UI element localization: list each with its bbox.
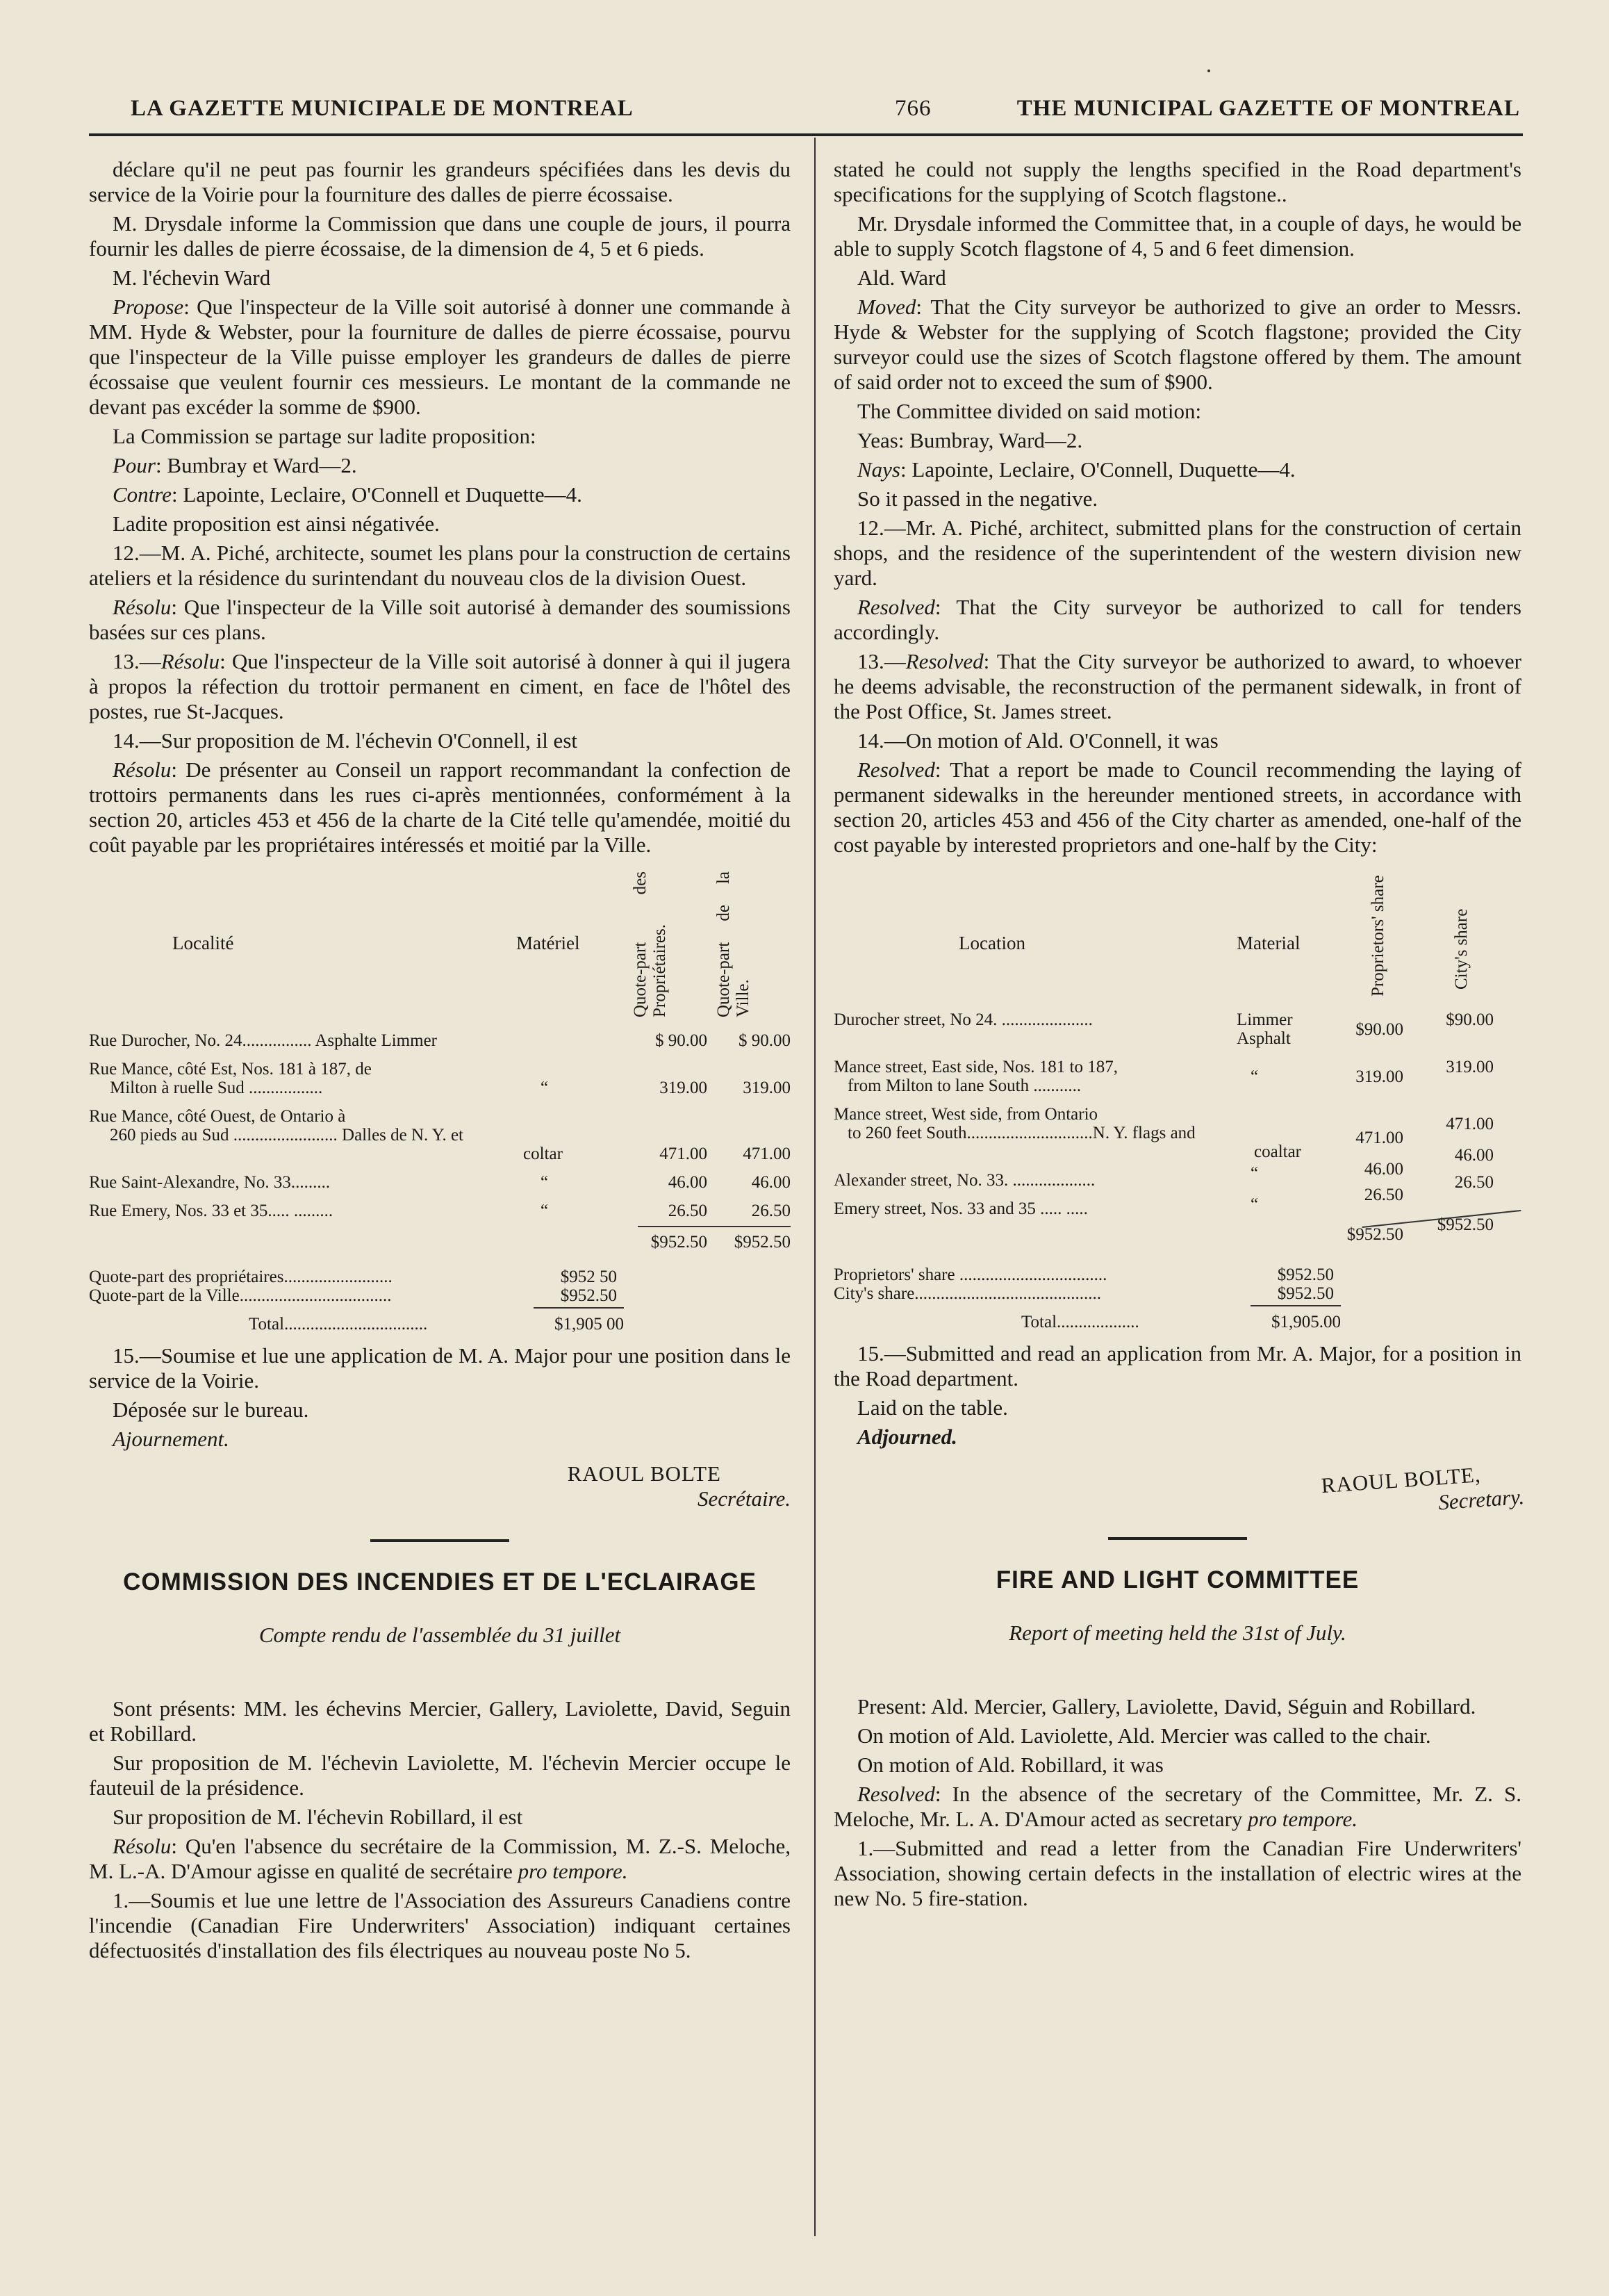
share-label: Quote-part des propriétaires......................... <box>89 1268 393 1286</box>
paragraph: stated he could not supply the lengths specified in the Road department's specifications for the supplying of Scotch flagstone.. <box>834 157 1521 206</box>
row-proprietors: 319.00 <box>1355 1067 1403 1086</box>
signature <box>89 1461 791 1511</box>
paragraph: 1.—Soumis et lue une lettre de l'Association des Assureurs Canadiens contre l'incendie (Canadian Fire Underwriters' Association) indiquant certaines défectuosités d'installation des fils électriques au nouveau poste No 5. <box>89 1888 791 1962</box>
total-rule <box>534 1307 624 1309</box>
row-material-cont: Asphalt <box>1237 1029 1291 1048</box>
paragraph: La Commission se partage sur ladite proposition: <box>113 424 536 448</box>
sum-row <box>89 1230 791 1258</box>
paragraph: So it passed in the negative. <box>857 486 1098 511</box>
row-material: “ <box>541 1202 549 1220</box>
paragraph: On motion of Ald. Laviolette, Ald. Mercier was called to the chair. <box>857 1723 1431 1748</box>
row-material: Limmer <box>1237 1010 1293 1029</box>
table-row <box>89 1060 791 1097</box>
row-proprietors: 319.00 <box>659 1079 707 1097</box>
page-number: 766 <box>895 96 932 121</box>
french-column <box>89 157 791 1967</box>
row-name: Emery street, Nos. 33 and 35 ..... ..... <box>834 1199 1088 1218</box>
col-header-proprietors: Proprietors' share <box>1369 875 1387 997</box>
total-value: $1,905.00 <box>1271 1313 1341 1331</box>
label: Resolved <box>857 757 935 782</box>
section-title: FIRE AND LIGHT COMMITTEE <box>996 1566 1360 1593</box>
share-label: City's share........................................... <box>834 1284 1102 1303</box>
label: Résolu <box>113 757 172 782</box>
share-value: $952.50 <box>560 1286 617 1305</box>
col-header-proprietors: Quote-part des Propriétaires. <box>631 871 669 1017</box>
paragraph: 12.—M. A. Piché, architecte, soumet les plans pour la construction de certains ateliers et la résidence du surintendant du nouveau clos de la division Ouest. <box>89 541 791 590</box>
row-proprietors: 26.50 <box>1364 1186 1403 1204</box>
paragraph <box>834 1782 1521 1832</box>
paragraph: Adjourned. <box>857 1425 957 1449</box>
text: : Lapointe, Leclaire, O'Connell et Duquette—4. <box>171 482 582 507</box>
label: Nays <box>857 457 900 482</box>
paragraph: déclare qu'il ne peut pas fournir les grandeurs spécifiées dans les devis du service de la Voirie pour la fourniture des dalles de pierre écossaise. <box>89 157 791 206</box>
row-name: Rue Mance, côté Ouest, de Ontario à <box>89 1107 346 1126</box>
paragraph: 14.—Sur proposition de M. l'échevin O'Connell, il est <box>113 728 577 753</box>
paragraph: Sur proposition de M. l'échevin Robillard, il est <box>113 1805 523 1829</box>
label: Resolved <box>857 1782 935 1806</box>
table-row <box>834 1010 1521 1048</box>
sum-city: $952.50 <box>1437 1215 1494 1234</box>
text: : In the absence of the secretary of the Committee, Mr. Z. S. Meloche, Mr. L. A. D'Amour acted as secretary <box>834 1782 1521 1831</box>
paragraph: 1.—Submitted and read a letter from the Canadian Fire Underwriters' Association, showing certain defects in the installation of electric wires at the new No. 5 fire-station. <box>834 1836 1521 1910</box>
col-header-location: Location <box>959 933 1025 953</box>
paragraph: M. l'échevin Ward <box>113 265 271 290</box>
text: : Que l'inspecteur de la Ville soit autorisé à donner une commande à MM. Hyde & Webster, pour la fourniture de dalles de pierre écossaise, pourvu que l'inspecteur de la Ville puisse employer les grandeurs de dalles de pierre écossaise que veulent fournir ces messieurs. Le montant de la commande ne devant pas excéder la somme de $900. <box>89 295 791 419</box>
header-left-title: LA GAZETTE MUNICIPALE DE MONTREAL <box>131 96 634 121</box>
col-header-locality: Localité <box>172 933 234 953</box>
text: : That a report be made to Council recommending the laying of permanent sidewalks in the hereunder mentioned streets, in accordance with section 20, articles 453 and 456 of the City charter as amended, one-half of the cost payable by interested proprietors and one-half by the City: <box>834 757 1521 857</box>
row-name-cont: 260 pieds au Sud ........................ Dalles de N. Y. et <box>110 1126 463 1145</box>
share-row <box>89 1268 791 1286</box>
total-label: Total................................. <box>249 1315 428 1334</box>
col-header-city: City's share <box>1452 908 1471 990</box>
row-proprietors: 471.00 <box>1355 1129 1403 1147</box>
paragraph <box>89 453 791 478</box>
paragraph <box>89 595 791 645</box>
label: Resolved <box>905 649 984 673</box>
signature-name: RAOUL BOLTE <box>567 1461 721 1486</box>
text: : Lapointe, Leclaire, O'Connell, Duquette—4. <box>900 457 1296 482</box>
share-row <box>834 1265 1521 1284</box>
paragraph: Sont présents: MM. les échevins Mercier, Gallery, Laviolette, David, Seguin et Robillard. <box>89 1696 791 1746</box>
paragraph <box>834 595 1521 645</box>
paragraph: Ladite proposition est ainsi négativée. <box>113 511 440 536</box>
row-city: $ 90.00 <box>739 1031 791 1050</box>
table-row <box>834 1058 1521 1095</box>
paragraph: Ajournement. <box>113 1427 229 1451</box>
paragraph <box>834 757 1521 858</box>
table-row <box>89 1173 791 1192</box>
section-separator <box>370 1539 509 1542</box>
row-material: “ <box>541 1079 549 1097</box>
signature-title: Secretary. <box>1437 1484 1525 1515</box>
share-row <box>834 1284 1521 1303</box>
sum-rule <box>638 1226 791 1227</box>
row-name-cont: to 260 feet South.............................N. Y. flags and <box>848 1124 1196 1142</box>
paragraph <box>89 757 791 858</box>
paragraph: Laid on the table. <box>857 1395 1008 1420</box>
paragraph <box>834 649 1521 724</box>
col-header-material: Matériel <box>516 933 580 953</box>
row-name: Durocher street, No 24. ..................... <box>834 1010 1093 1029</box>
label: Pour <box>113 453 156 477</box>
paragraph: Yeas: Bumbray, Ward—2. <box>857 428 1083 452</box>
paragraph <box>89 295 791 420</box>
section-subtitle: Compte rendu de l'assemblée du 31 juillet <box>258 1623 621 1647</box>
label: Contre <box>113 482 172 507</box>
label: Resolved <box>857 595 935 619</box>
paragraph: 15.—Soumise et lue une application de M. A. Major pour une position dans le service de la Voirie. <box>89 1343 791 1393</box>
paragraph: 14.—On motion of Ald. O'Connell, it was <box>857 728 1219 753</box>
row-city: 26.50 <box>751 1202 791 1220</box>
text: : Que l'inspecteur de la Ville soit autorisé à demander des soumissions basées sur ces plans. <box>89 595 791 644</box>
share-row <box>89 1286 791 1305</box>
row-name: Mance street, East side, Nos. 181 to 187, <box>834 1058 1118 1076</box>
share-label: Quote-part de la Ville................................... <box>89 1286 392 1305</box>
paragraph <box>834 457 1521 482</box>
row-proprietors: 46.00 <box>668 1173 707 1192</box>
row-material: “ <box>541 1173 549 1192</box>
label: Propose <box>113 295 184 319</box>
row-name: Rue Mance, côté Est, Nos. 181 à 187, de <box>89 1060 372 1079</box>
row-material: “ <box>1251 1195 1259 1214</box>
total-rule <box>1251 1305 1341 1306</box>
row-city: 471.00 <box>743 1145 791 1163</box>
total-label: Total................... <box>1021 1313 1139 1331</box>
text: : Qu'en l'absence du secrétaire de la Commission, M. Z.-S. Meloche, M. L.-A. D'Amour agisse en qualité de secrétaire <box>89 1834 791 1883</box>
text: 13.— <box>113 649 161 673</box>
row-city: 46.00 <box>751 1173 791 1192</box>
sum-city: $952.50 <box>734 1233 791 1252</box>
sum-proprietors: $952.50 <box>650 1233 707 1252</box>
label: Résolu <box>113 595 172 619</box>
row-name: Alexander street, No. 33. ................... <box>834 1171 1096 1190</box>
text: : That the City surveyor be authorized to call for tenders accordingly. <box>834 595 1521 644</box>
total-row <box>834 1313 1521 1331</box>
paragraph: 12.—Mr. A. Piché, architect, submitted plans for the construction of certain shops, and the residence of the superintendent of the western division new yard. <box>834 516 1521 590</box>
label: Résolu <box>113 1834 172 1858</box>
sum-row <box>834 1215 1521 1256</box>
paragraph: Sur proposition de M. l'échevin Laviolette, M. l'échevin Mercier occupe le fauteuil de la présidence. <box>89 1750 791 1800</box>
share-value: $952.50 <box>1277 1265 1334 1284</box>
row-material: “ <box>1251 1164 1259 1183</box>
page-header <box>89 89 1520 131</box>
column-rule <box>814 138 816 2236</box>
paragraph: On motion of Ald. Robillard, it was <box>857 1753 1164 1777</box>
row-name-cont: Milton à ruelle Sud ................. <box>110 1079 323 1097</box>
row-city: $90.00 <box>1446 1010 1494 1029</box>
print-speck <box>1207 69 1210 72</box>
text: : That the City surveyor be authorized to give an order to Messrs. Hyde & Webster for the supplying of Scotch flagstone; provided the City surveyor could use the sizes of Scotch flagstone offered by them. The amount of said order not to exceed the sum of $900. <box>834 295 1521 394</box>
row-city: 26.50 <box>1454 1173 1494 1192</box>
total-value: $1,905 00 <box>554 1315 624 1334</box>
paragraph <box>834 295 1521 395</box>
sidewalk-table <box>89 864 791 1334</box>
label: Moved <box>857 295 916 319</box>
text: : That the City surveyor be authorized to award, to whoever he deems advisable, the reconstruction of the permanent sidewalk, in front of the Post Office, St. James street. <box>834 649 1521 723</box>
table-row <box>89 1031 791 1050</box>
table-row <box>89 1202 791 1220</box>
share-value: $952.50 <box>1277 1284 1334 1303</box>
row-name: Rue Saint-Alexandre, No. 33......... <box>89 1173 331 1192</box>
text: : De présenter au Conseil un rapport recommandant la confection de trottoirs permanents dans les rues ci-après mentionnées, conformément à la section 20, articles 453 et 456 de la charte de la Cité telle qu'amendée, moitié du coût payable par les propriétaires intéressés et moitié par la Ville. <box>89 757 791 857</box>
paragraph <box>89 482 791 507</box>
row-city: 319.00 <box>743 1079 791 1097</box>
signature-name: RAOUL BOLTE, <box>1320 1462 1482 1498</box>
paragraph: 15.—Submitted and read an application from Mr. A. Major, for a position in the Road department. <box>834 1341 1521 1391</box>
row-proprietors: $ 90.00 <box>655 1031 707 1050</box>
table-row <box>89 1107 791 1163</box>
share-label: Proprietors' share .................................. <box>834 1265 1107 1284</box>
paragraph: M. Drysdale informe la Commission que dans une couple de jours, il pourra fournir les dalles de pierre écossaise, de la dimension de 4, 5 et 6 pieds. <box>89 211 791 261</box>
text: pro tempore. <box>1248 1807 1358 1831</box>
section-separator <box>1108 1537 1247 1540</box>
paragraph: The Committee divided on said motion: <box>857 399 1202 423</box>
paragraph: Mr. Drysdale informed the Committee that, in a couple of days, he would be able to supply Scotch flagstone of 4, 5 and 6 feet dimension. <box>834 211 1521 261</box>
row-city: 319.00 <box>1446 1058 1494 1076</box>
row-material: coltar <box>523 1145 563 1163</box>
text: : Que l'inspecteur de la Ville soit autorisé à donner à qui il jugera à propos la réfection du trottoir permanent en ciment, en face de l'hôtel des postes, rue St-Jacques. <box>89 649 791 723</box>
section-subtitle: Report of meeting held the 31st of July. <box>1009 1621 1346 1645</box>
share-value: $952 50 <box>560 1268 617 1286</box>
total-row <box>89 1315 791 1334</box>
row-name: Mance street, West side, from Ontario <box>834 1105 1098 1124</box>
row-city: 471.00 <box>1446 1115 1494 1133</box>
signature-title: Secrétaire. <box>698 1486 791 1511</box>
section-title: COMMISSION DES INCENDIES ET DE L'ECLAIRAGE <box>123 1568 757 1596</box>
label: Résolu <box>160 649 220 673</box>
paragraph: Déposée sur le bureau. <box>113 1397 309 1422</box>
row-name: Rue Durocher, No. 24................ Asphalte Limmer <box>89 1031 437 1050</box>
col-header-city: Quote-part de la Ville. <box>714 871 752 1017</box>
row-proprietors: 26.50 <box>668 1202 707 1220</box>
text: 13.— <box>857 649 906 673</box>
sidewalk-table <box>834 864 1521 1331</box>
paragraph <box>89 1834 791 1884</box>
header-right-title: THE MUNICIPAL GAZETTE OF MONTREAL <box>1016 96 1520 121</box>
paragraph <box>89 649 791 724</box>
text: : Bumbray et Ward—2. <box>156 453 357 477</box>
signature <box>835 1459 1525 1557</box>
row-proprietors: 471.00 <box>659 1145 707 1163</box>
row-name: Rue Emery, Nos. 33 et 35..... ......... <box>89 1202 333 1220</box>
row-proprietors: 46.00 <box>1364 1160 1403 1179</box>
english-column <box>834 157 1525 1915</box>
col-header-material: Material <box>1237 933 1301 953</box>
row-proprietors: $90.00 <box>1355 1020 1403 1039</box>
sum-proprietors: $952.50 <box>1346 1225 1403 1244</box>
row-material: coaltar <box>1254 1142 1302 1161</box>
row-name-cont: from Milton to lane South ........... <box>848 1076 1082 1095</box>
row-city: 46.00 <box>1454 1146 1494 1165</box>
header-rule <box>89 133 1523 136</box>
paragraph: Ald. Ward <box>857 265 946 290</box>
paragraph: Present: Ald. Mercier, Gallery, Laviolette, David, Séguin and Robillard. <box>857 1694 1476 1719</box>
text: pro tempore. <box>518 1859 628 1883</box>
row-material: “ <box>1251 1067 1259 1086</box>
